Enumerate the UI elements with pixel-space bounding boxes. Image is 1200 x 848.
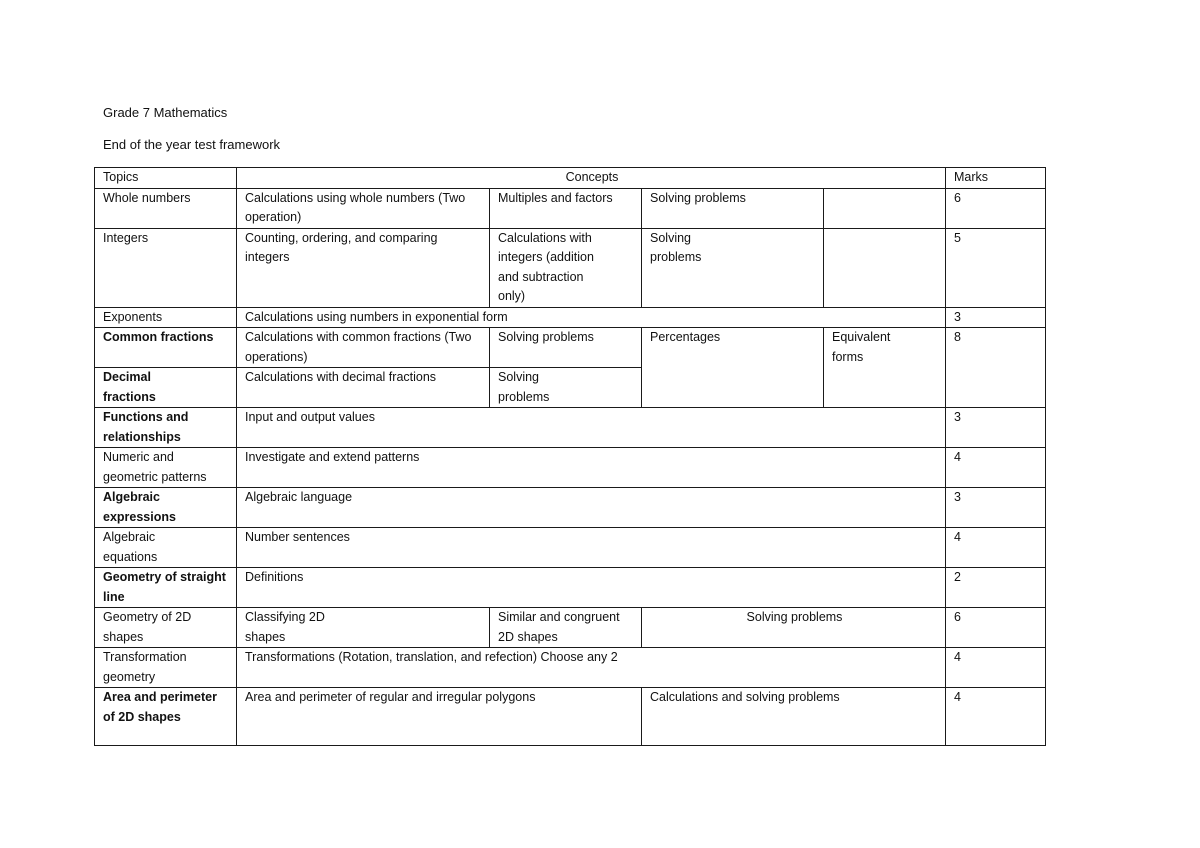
concept-cell: Area and perimeter of regular and irregular polygons (237, 688, 642, 746)
topic-cell: Whole numbers (95, 188, 237, 228)
concept-cell: Calculations and solving problems (642, 688, 946, 746)
concept-cell: Multiples and factors (490, 188, 642, 228)
concept-cell: Input and output values (237, 408, 946, 448)
marks-cell: 4 (946, 648, 1046, 688)
table-row-integers (95, 228, 1046, 307)
marks-cell: 3 (946, 488, 1046, 528)
table-row-straight-line (95, 568, 1046, 608)
concept-cell: Similar and congruent 2D shapes (490, 608, 642, 648)
header-topics: Topics (95, 168, 237, 189)
table-row-whole-numbers (95, 188, 1046, 228)
table-row-exponents (95, 307, 1046, 328)
concept-cell: Transformations (Rotation, translation, and refection) Choose any 2 (237, 648, 946, 688)
marks-cell: 5 (946, 228, 1046, 307)
concept-cell: Definitions (237, 568, 946, 608)
topic-cell: Area and perimeter of 2D shapes (95, 688, 237, 746)
concept-cell: Algebraic language (237, 488, 946, 528)
concept-cell: Number sentences (237, 528, 946, 568)
marks-cell: 3 (946, 408, 1046, 448)
topic-cell: Transformation geometry (95, 648, 237, 688)
concept-cell: Percentages (642, 328, 824, 408)
topic-cell: Exponents (95, 307, 237, 328)
marks-cell: 2 (946, 568, 1046, 608)
marks-cell: 6 (946, 608, 1046, 648)
concept-cell: Calculations with decimal fractions (237, 368, 490, 408)
table-row-2d-shapes (95, 608, 1046, 648)
concept-cell: Calculations using numbers in exponential form (237, 307, 946, 328)
concept-cell: Solving problems (642, 228, 824, 307)
marks-cell: 4 (946, 448, 1046, 488)
marks-cell: 4 (946, 688, 1046, 746)
concept-cell (824, 228, 946, 307)
table-row-common-fractions (95, 328, 1046, 368)
topic-cell: Numeric and geometric patterns (95, 448, 237, 488)
concept-cell: Solving problems (490, 328, 642, 368)
topic-cell: Algebraic equations (95, 528, 237, 568)
marks-cell: 3 (946, 307, 1046, 328)
concept-cell: Solving problems (490, 368, 642, 408)
table-row-algebraic-equations (95, 528, 1046, 568)
marks-cell: 4 (946, 528, 1046, 568)
concept-cell: Counting, ordering, and comparing integers (237, 228, 490, 307)
header-concepts: Concepts (237, 168, 946, 189)
concept-cell (824, 188, 946, 228)
topic-cell: Geometry of straight line (95, 568, 237, 608)
document-subtitle: End of the year test framework (103, 137, 281, 152)
table-row-algebraic-expressions (95, 488, 1046, 528)
table-row-patterns (95, 448, 1046, 488)
concept-cell: Calculations with integers (addition and subtraction only) (490, 228, 642, 307)
concept-cell: Investigate and extend patterns (237, 448, 946, 488)
marks-cell: 6 (946, 188, 1046, 228)
marks-cell: 8 (946, 328, 1046, 408)
concept-cell: Solving problems (642, 188, 824, 228)
topic-cell: Functions and relationships (95, 408, 237, 448)
concept-cell: Calculations with common fractions (Two operations) (237, 328, 490, 368)
concept-cell: Solving problems (642, 608, 946, 648)
concept-cell: Classifying 2D shapes (237, 608, 490, 648)
test-framework-table (94, 167, 1046, 746)
topic-cell: Common fractions (95, 328, 237, 368)
table-row-area-perimeter (95, 688, 1046, 746)
document-title: Grade 7 Mathematics (103, 105, 228, 120)
topic-cell: Integers (95, 228, 237, 307)
table-header-row (95, 168, 1046, 189)
topic-cell: Geometry of 2D shapes (95, 608, 237, 648)
topic-cell: Decimal fractions (95, 368, 237, 408)
table-row-functions (95, 408, 1046, 448)
header-marks: Marks (946, 168, 1046, 189)
table-row-transformation (95, 648, 1046, 688)
topic-cell: Algebraic expressions (95, 488, 237, 528)
concept-cell: Equivalent forms (824, 328, 946, 408)
concept-cell: Calculations using whole numbers (Two operation) (237, 188, 490, 228)
